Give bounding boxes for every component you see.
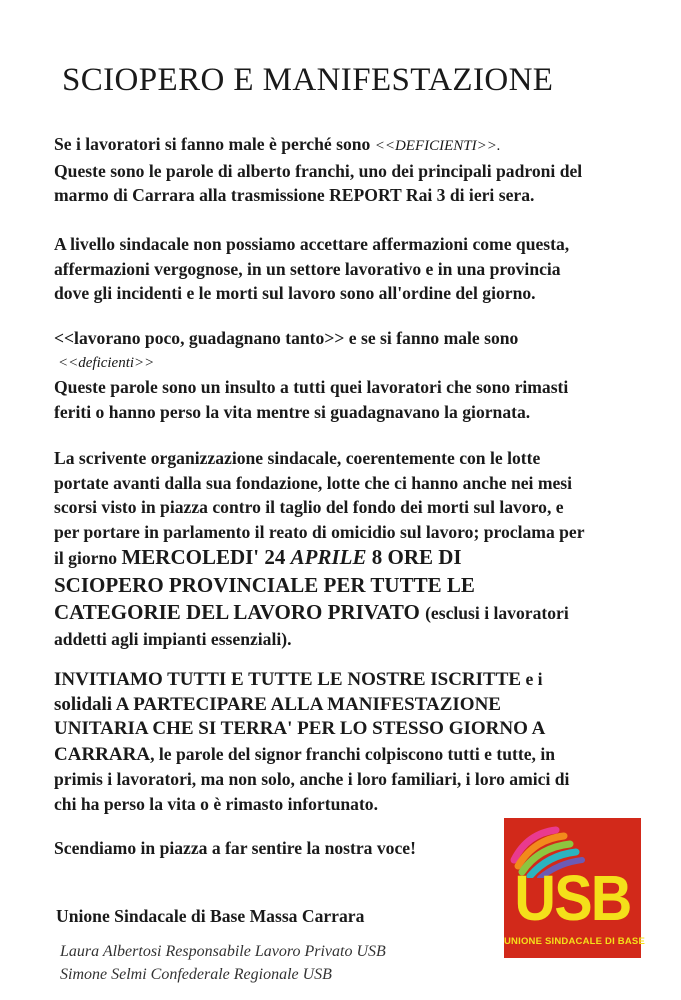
logo-subtitle: UNIONE SINDACALE DI BASE <box>504 936 645 947</box>
text: SCIOPERO PROVINCIALE PER TUTTE LE <box>54 573 475 598</box>
text: scorsi visto in piazza contro il taglio del fondo dei morti sul lavoro, e <box>54 497 564 518</box>
paragraph-2 <box>54 232 644 306</box>
text: Queste parole sono un insulto a tutti quei lavoratori che sono rimasti <box>54 377 569 398</box>
text: La scrivente organizzazione sindacale, coerentemente con le lotte <box>54 448 541 468</box>
strike-hours: 8 ORE DI <box>366 545 462 570</box>
paragraph-3 <box>54 326 644 424</box>
paragraph-5 <box>54 667 644 817</box>
text: per portare in parlamento il reato di omicidio sul lavoro; proclama per <box>54 521 585 542</box>
organization-name: Unione Sindacale di Base Massa Carrara <box>56 906 365 926</box>
text: <<DEFICIENTI>>. <box>374 138 501 154</box>
text: dove gli incidenti e le morti sul lavoro sono all'ordine del giorno. <box>54 283 536 304</box>
text: Se i lavoratori si fanno male è perché sono <box>54 134 375 154</box>
text: <<deficienti>> <box>58 354 155 371</box>
logo-text: USB <box>514 862 631 934</box>
strike-month: APRILE <box>290 545 367 570</box>
text: CATEGORIE DEL LAVORO PRIVATO <box>54 600 426 625</box>
text: <<lavorano poco, guadagnano tanto>> e se si fanno male sono <box>54 328 519 348</box>
signer-1: Laura Albertosi Responsabile Lavoro Privato USB <box>60 943 386 960</box>
text: CARRARA <box>54 743 151 765</box>
paragraph-4 <box>54 446 644 652</box>
text: INVITIAMO TUTTI E TUTTE LE NOSTRE ISCRITTE <box>54 669 522 690</box>
text: portate avanti dalla sua fondazione, lotte che ci hanno anche nei mesi <box>54 472 573 493</box>
paragraph-1 <box>54 132 644 208</box>
signer-2: Simone Selmi Confederale Regionale USB <box>60 966 332 983</box>
page-title: SCIOPERO E MANIFESTAZIONE <box>62 62 554 98</box>
text: Queste sono le parole di alberto franchi, uno dei principali padroni del <box>54 160 583 181</box>
text: marmo di Carrara alla trasmissione REPORT Rai 3 di ieri sera. <box>54 185 535 206</box>
text: affermazioni vergognose, in un settore lavorativo e in una provincia <box>54 258 561 279</box>
text: primis i lavoratori, ma non solo, anche i loro familiari, i loro amici di <box>54 769 570 790</box>
text: , le parole del signor franchi colpiscono tutti e tutte, in <box>150 743 556 764</box>
text: e i <box>521 669 543 689</box>
strike-date: MERCOLEDI' 24 <box>121 545 291 570</box>
closing-line: Scendiamo in piazza a far sentire la nostra voce! <box>54 838 416 858</box>
text: UNITARIA CHE SI TERRA' PER LO STESSO GIORNO A <box>54 718 546 740</box>
text: chi ha perso la vita o è rimasto infortunato. <box>54 793 378 814</box>
text: feriti o hanno perso la vita mentre si guadagnavano la giornata. <box>54 401 531 422</box>
text: (esclusi i lavoratori <box>425 603 569 624</box>
text: il giorno <box>54 548 122 569</box>
text: A livello sindacale non possiamo accettare affermazioni come questa, <box>54 234 570 254</box>
usb-logo <box>504 818 645 958</box>
text: solidali A PARTECIPARE ALLA MANIFESTAZIONE <box>54 693 501 715</box>
text: addetti agli impianti essenziali). <box>54 629 292 650</box>
